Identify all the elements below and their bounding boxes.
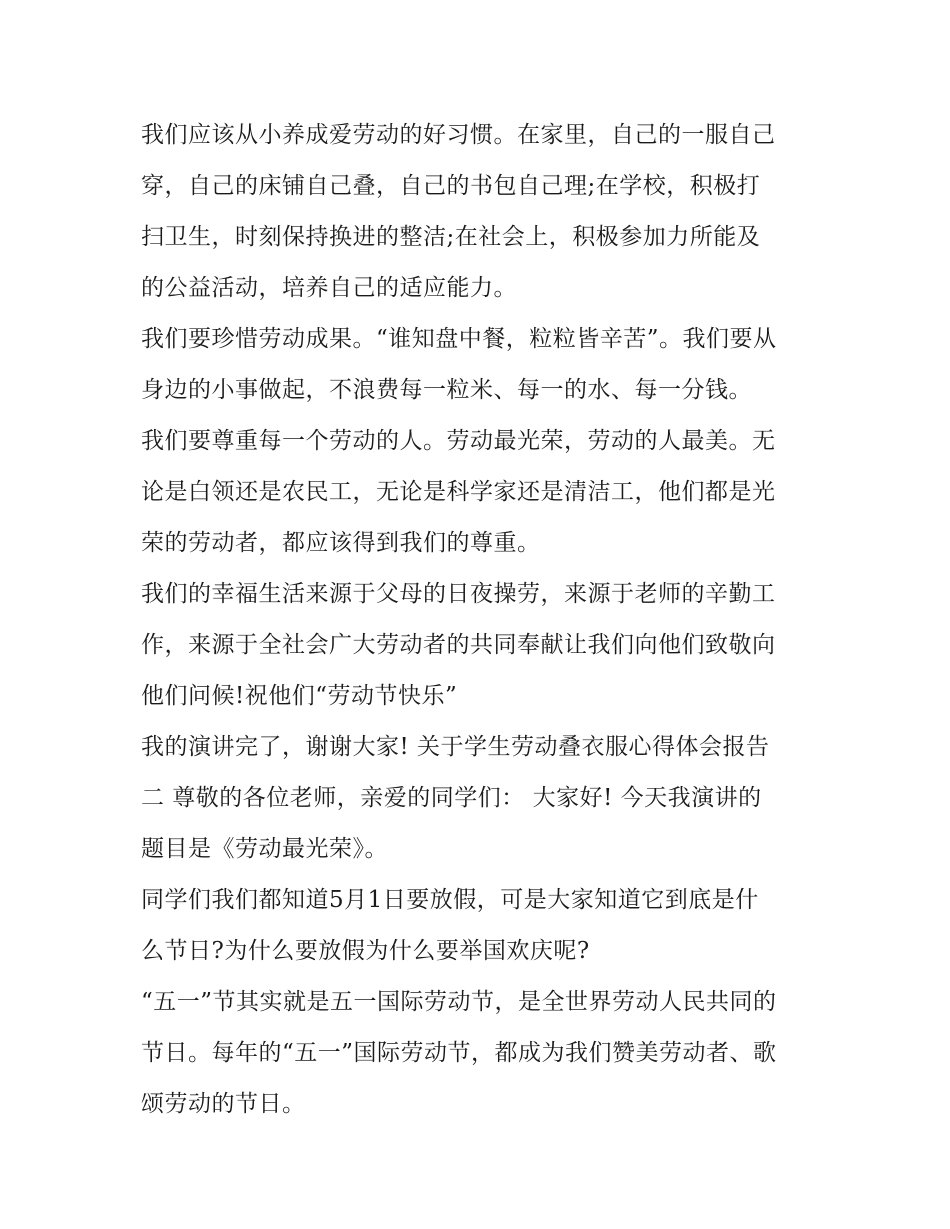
text-line: 的公益活动，培养自己的适应能力。	[141, 275, 517, 301]
text-line: 他们问候!祝他们“劳动节快乐”	[141, 683, 458, 709]
text-line: 作，来源于全社会广大劳动者的共同奉献让我们向他们致敬向	[141, 632, 776, 658]
text-line: 我们要珍惜劳动成果。“谁知盘中餐，粒粒皆辛苦”。我们要从	[141, 326, 777, 352]
text-line: 同学们我们都知道5月1日要放假，可是大家知道它到底是什	[141, 887, 759, 913]
document-body	[141, 110, 813, 1130]
text-line: 么节日?为什么要放假为什么要举国欢庆呢?	[141, 938, 590, 964]
text-line: 穿，自己的床铺自己叠，自己的书包自己理;在学校，积极打	[141, 173, 761, 199]
text-line: 节日。每年的“五一”国际劳动节，都成为我们赞美劳动者、歌	[141, 1040, 777, 1066]
text-line: 我的演讲完了，谢谢大家! 关于学生劳动叠衣服心得体会报告	[141, 734, 770, 760]
text-line: 身边的小事做起，不浪费每一粒米、每一的水、每一分钱。	[141, 377, 752, 403]
text-line: 题目是《劳动最光荣》。	[141, 836, 388, 862]
text-line: 我们要尊重每一个劳动的人。劳动最光荣，劳动的人最美。无	[141, 428, 776, 454]
text-line: 论是白领还是农民工，无论是科学家还是清洁工，他们都是光	[141, 479, 776, 505]
text-line: 我们应该从小养成爱劳动的好习惯。在家里，自己的一服自己	[141, 122, 776, 148]
text-line: 二 尊敬的各位老师，亲爱的同学们： 大家好! 今天我演讲的	[141, 785, 762, 811]
text-line: 我们的幸福生活来源于父母的日夜操劳，来源于老师的辛勤工	[141, 581, 776, 607]
text-line: “五一”节其实就是五一国际劳动节，是全世界劳动人民共同的	[141, 989, 777, 1015]
text-line: 荣的劳动者，都应该得到我们的尊重。	[141, 530, 541, 556]
text-line: 颂劳动的节日。	[141, 1091, 306, 1117]
text-line: 扫卫生，时刻保持换进的整洁;在社会上，积极参加力所能及	[141, 224, 761, 250]
